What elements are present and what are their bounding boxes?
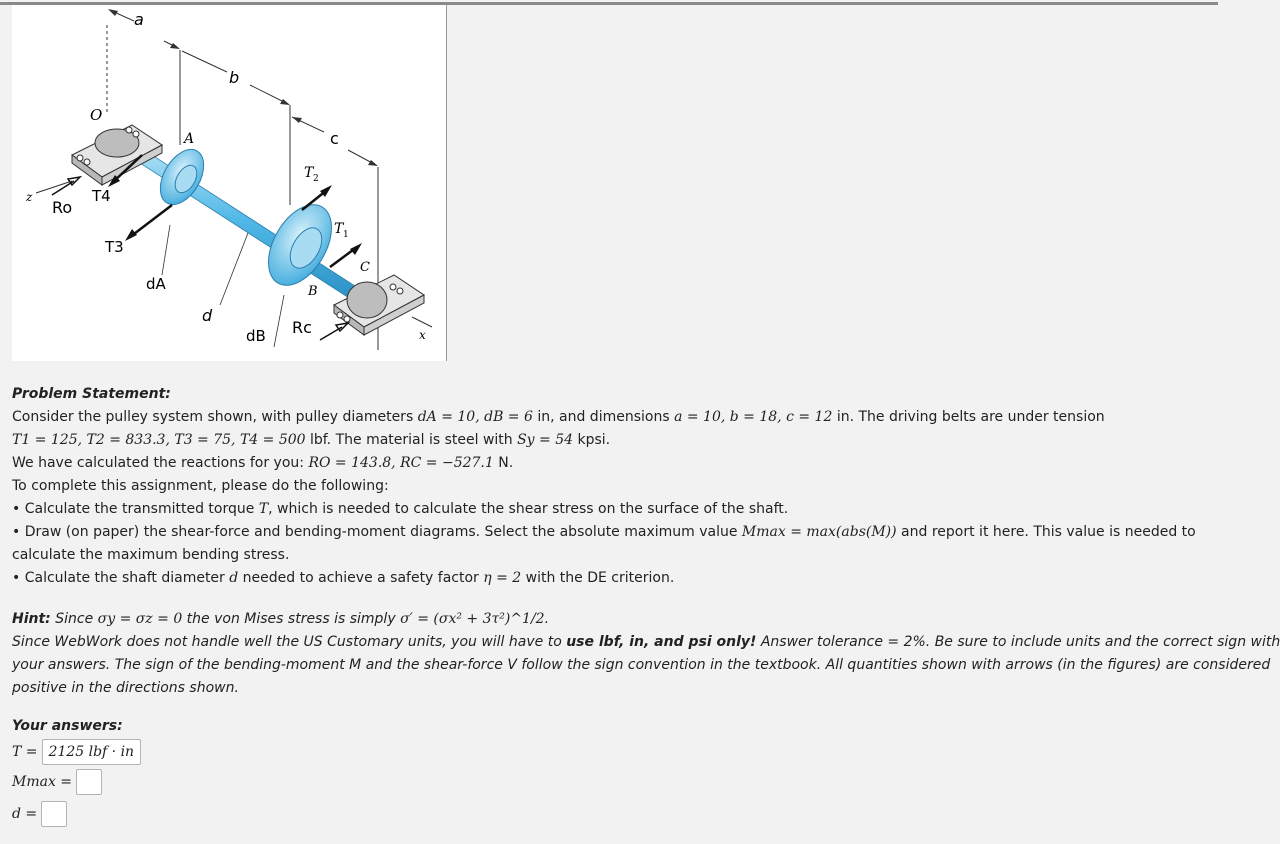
answer-row-d — [12, 801, 67, 827]
bullet-3: • Calculate the shaft diameter d needed to achieve a safety factor η = 2 with the DE criterion. — [12, 570, 675, 586]
answer-T-label: T = — [12, 744, 38, 760]
answer-row-T — [12, 739, 141, 765]
problem-line-3: We have calculated the reactions for you: RO = 143.8, RC = −527.1 N. — [12, 455, 514, 471]
pulley-diagram — [12, 5, 446, 361]
label-d: d — [202, 306, 213, 325]
answers-heading: Your answers: — [12, 718, 123, 734]
label-C: C — [360, 260, 370, 275]
problem-line-4: To complete this assignment, please do the following: — [12, 478, 389, 494]
answer-Mmax-input[interactable] — [76, 769, 102, 795]
answer-row-Mmax — [12, 769, 102, 795]
pulley-figure — [12, 5, 447, 361]
label-dB: dB — [246, 327, 266, 345]
answer-Mmax-label: Mmax = — [12, 774, 73, 790]
label-Rc: Rc — [292, 318, 312, 337]
label-c: c — [330, 129, 339, 148]
bullet-2: • Draw (on paper) the shear-force and bending-moment diagrams. Select the absolute maximum value Mmax = max(abs(M)) and report it here. This value is needed to — [12, 524, 1196, 540]
label-a: a — [134, 10, 144, 29]
label-T2-sub: 2 — [313, 174, 319, 184]
label-T3: T3 — [105, 238, 124, 256]
answer-d-input[interactable] — [41, 801, 67, 827]
hint-line-3: your answers. The sign of the bending-moment M and the shear-force V follow the sign convention in the textbook. All quantities shown with arrows (in the figures) are considered — [12, 657, 1271, 673]
hint-line-2: Since WebWork does not handle well the US Customary units, you will have to use lbf, in, and psi only! Answer tolerance = 2%. Be sure to include units and the correct sign with — [12, 634, 1280, 650]
label-T2: T — [304, 165, 314, 181]
label-T1: T — [334, 221, 344, 237]
label-Ro: Ro — [52, 198, 73, 217]
problem-heading: Problem Statement: — [12, 386, 171, 402]
answer-d-label: d = — [12, 806, 38, 822]
hint-label: Hint: — [12, 611, 51, 627]
label-O: O — [90, 106, 103, 124]
label-A: A — [184, 131, 195, 147]
label-x: x — [419, 328, 426, 342]
hint-line-4: positive in the directions shown. — [12, 680, 239, 696]
answers-section — [12, 715, 1207, 738]
hint-bold-units: use lbf, in, and psi only! — [566, 634, 757, 650]
problem-line-1: Consider the pulley system shown, with pulley diameters dA = 10, dB = 6 in, and dimensions a = 10, b = 18, c = 12 in. The driving belts are under tension — [12, 409, 1105, 425]
problem-content — [12, 383, 1280, 700]
bullet-1: • Calculate the transmitted torque T, which is needed to calculate the shear stress on the surface of the shaft. — [12, 501, 789, 517]
label-T4: T4 — [92, 187, 111, 205]
answer-T-input[interactable]: 2125 lbf · in — [42, 739, 142, 765]
problem-line-2: T1 = 125, T2 = 833.3, T3 = 75, T4 = 500 lbf. The material is steel with Sy = 54 kpsi. — [12, 432, 611, 448]
bullet-2-cont: calculate the maximum bending stress. — [12, 547, 290, 563]
label-B: B — [308, 284, 318, 299]
label-T1-sub: 1 — [343, 230, 349, 240]
label-dA: dA — [146, 275, 166, 293]
label-b: b — [229, 68, 240, 87]
label-z: z — [26, 190, 33, 204]
hint-line-1: Hint: Since σy = σz = 0 the von Mises stress is simply σ′ = (σx² + 3τ²)^1/2. — [12, 611, 550, 627]
